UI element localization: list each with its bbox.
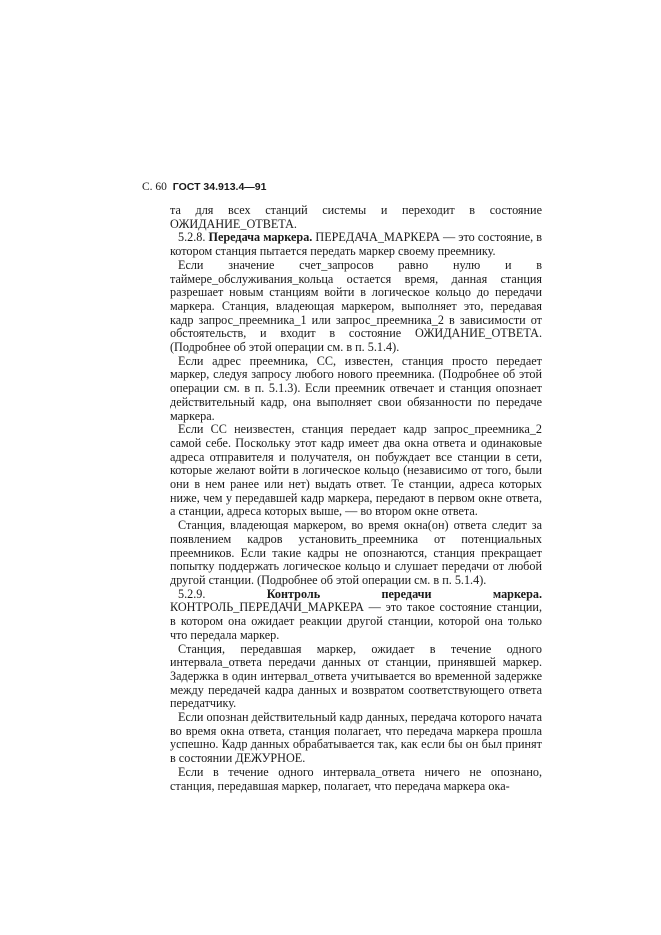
section-number: 5.2.8. [178,230,206,245]
section-number: 5.2.9. [178,586,206,601]
page-header [142,181,266,193]
paragraph-text: Если значение счет_запросов равно нулю и в таймере_обслуживания_кольца остается время, данная станция разрешает новым станциям войти в логическое кольцо до передачи маркера. Станция, владеющая маркером, выполняет это, передавая кадр запрос_преемника_1 или запрос_преемника_2 в зависимости от обстоятельств, и входит в состояние ОЖИДАНИЕ_ОТВЕТА. (Подробнее об этой операции см. в п. 5.1.4). [170,257,542,355]
section-title: Передача маркера. [208,230,313,245]
body-text [170,204,542,793]
paragraph [170,259,542,355]
paragraph-text: Станция, владеющая маркером, во время окна(он) ответа следит за появлением кадров установить_преемника от потенциальных преемников. Если такие кадры не опознаются, станция прекращает попытку поддержать логическое кольцо и слушает передачи от любой другой станции. (Подробнее об этой операции см. в п. 5.1.4). [170,518,542,587]
paragraph-text: Если СС неизвестен, станция передает кадр запрос_преемника_2 самой себе. Поскольку этот кадр имеет два окна ответа и одинаковые адреса отправителя и получателя, он побуждает все станции в сети, которые желают войти в логическое кольцо (независимо от того, были они в нем ранее или нет) выдать ответ. Те станции, адреса которых ниже, чем у передавшей кадр маркера, передают в первом окне ответа, а станции, адреса которых выше, — во втором окне ответа. [170,422,542,519]
paragraph [170,711,542,766]
section-title: Контроль передачи маркера. [266,586,542,601]
standard-designation: ГОСТ 34.913.4—91 [172,181,267,193]
paragraph [170,355,542,424]
paragraph-text: Станция, передавшая маркер, ожидает в течение одного интервала_ответа передачи данных от станции, принявшей маркер. Задержка в один интервал_ответа учитывается во временной задержке между передачей кадра данных и возвратом соответствующего ответа передатчику. [170,641,542,711]
paragraph [170,643,542,712]
paragraph-text: Если адрес преемника, СС, известен, станция просто передает маркер, следуя запросу любого нового преемника. (Подробнее об этой операции см. в п. 5.1.3). Если преемник отвечает и станция опознает действительный кадр, она выполняет свои обязанности по передаче маркера. [170,353,542,423]
paragraph [170,423,542,519]
paragraph [170,766,542,793]
paragraph-text: ПЕРЕДАЧА_МАРКЕРА — это состояние, в котором станция пытается передать маркер своему преемнику. [170,230,542,259]
paragraph-continuation [170,204,542,231]
paragraph-text: Если в течение одного интервала_ответа ничего не опознано, станция, передавшая маркер, полагает, что передача маркера ока- [170,764,542,793]
page-number: С. 60 [142,181,167,193]
section-5-2-9 [170,588,542,643]
paragraph [170,519,542,588]
paragraph-text: Если опознан действительный кадр данных, передача которого начата во время окна ответа, станция полагает, что передача маркера прошла успешно. Кадр данных обрабатывается так, как если бы он был принят в состоянии ДЕЖУРНОЕ. [170,710,542,766]
paragraph-text: та для всех станций системы и переходит в состояние ОЖИДАНИЕ_ОТВЕТА. [170,203,542,231]
paragraph-text: КОНТРОЛЬ_ПЕРЕДАЧИ_МАРКЕРА — это такое состояние станции, в котором она ожидает реакции другой станции, которой она только что передала маркер. [170,600,542,642]
section-5-2-8 [170,231,542,258]
